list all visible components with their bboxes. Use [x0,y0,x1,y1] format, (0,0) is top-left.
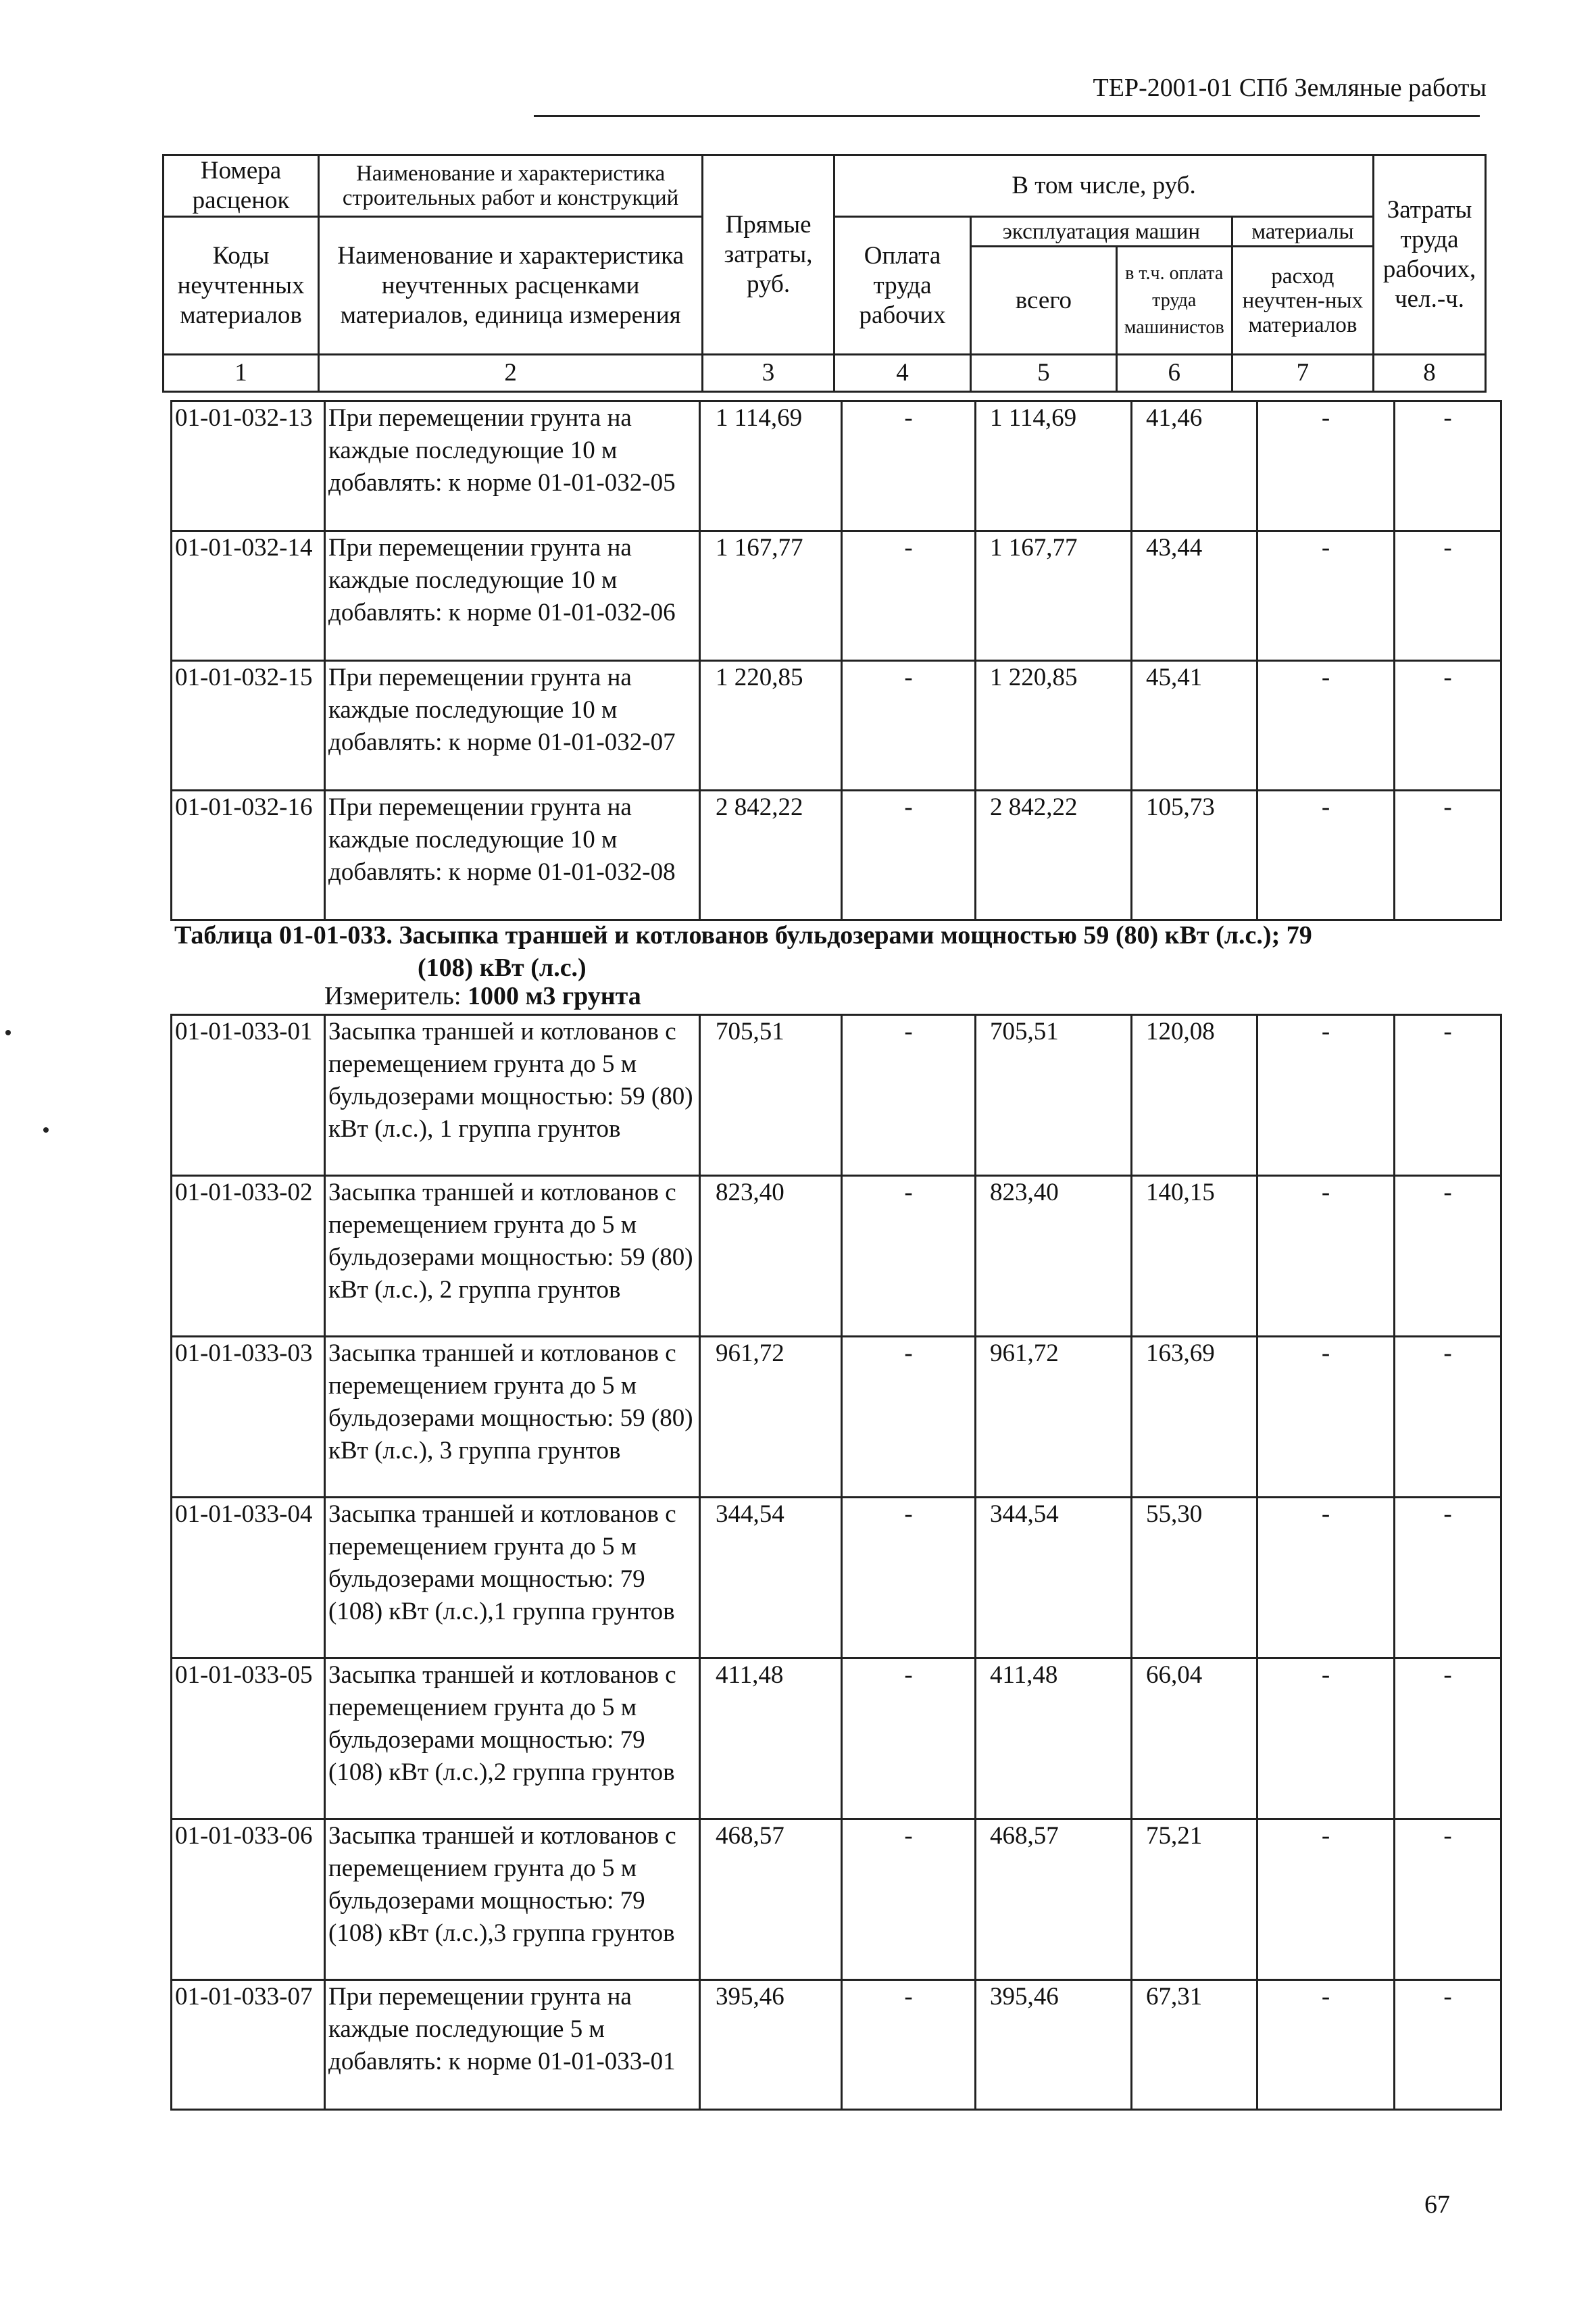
header-machine-operation: эксплуатация машин [971,217,1232,247]
machine-total: 823,40 [976,1176,1132,1337]
rate-name: При перемещении грунта на каждые последующие 10 м добавлять: к норме 01-01-032-08 [325,791,700,920]
machine-total: 395,46 [976,1980,1132,2110]
materials: - [1257,1498,1395,1658]
column-number: 7 [1232,355,1373,392]
worker-pay: - [842,661,976,791]
worker-pay: - [842,401,976,531]
table-row [172,1658,1501,1819]
labor-costs: - [1395,661,1501,791]
table-title [174,919,1458,984]
worker-pay: - [842,1498,976,1658]
labor-costs: - [1395,1819,1501,1980]
machine-total: 1 220,85 [976,661,1132,791]
materials: - [1257,791,1395,920]
header-including: В том числе, руб. [834,155,1373,217]
machinist-pay: 45,41 [1132,661,1257,791]
labor-costs: - [1395,791,1501,920]
measure-unit [324,981,641,1011]
worker-pay: - [842,1819,976,1980]
table-title-line2: (108) кВт (л.с.) [418,954,587,982]
rate-code: 01-01-033-02 [172,1176,325,1337]
table-row [172,1980,1501,2110]
labor-costs: - [1395,1658,1501,1819]
rate-code: 01-01-033-04 [172,1498,325,1658]
column-number: 1 [164,355,319,392]
worker-pay: - [842,791,976,920]
margin-dot [43,1127,49,1133]
rate-name: Засыпка траншей и котлованов с перемещением грунта до 5 м бульдозерами мощностью: 79 (108) кВт (л.с.),2 группа грунтов [325,1658,700,1819]
direct-costs: 468,57 [700,1819,842,1980]
direct-costs: 411,48 [700,1658,842,1819]
machine-total: 1 167,77 [976,531,1132,661]
worker-pay: - [842,1176,976,1337]
rate-code: 01-01-033-06 [172,1819,325,1980]
rates-table-033 [170,1014,1502,2111]
table-row [172,661,1501,791]
labor-costs: - [1395,401,1501,531]
machinist-pay: 163,69 [1132,1337,1257,1498]
labor-costs: - [1395,531,1501,661]
header-labor-costs: Затраты труда рабочих, чел.-ч. [1374,155,1486,355]
rate-name: При перемещении грунта на каждые последующие 5 м добавлять: к норме 01-01-033-01 [325,1980,700,2110]
table-row [172,1176,1501,1337]
table-row [172,1498,1501,1658]
rate-code: 01-01-033-03 [172,1337,325,1498]
header-material-name: Наименование и характеристика неучтенных расценками материалов, единица измерения [319,217,703,355]
machine-total: 468,57 [976,1819,1132,1980]
direct-costs: 961,72 [700,1337,842,1498]
table-row [172,1819,1501,1980]
materials: - [1257,661,1395,791]
worker-pay: - [842,1980,976,2110]
rate-name: Засыпка траншей и котлованов с перемещением грунта до 5 м бульдозерами мощностью: 79 (108) кВт (л.с.),3 группа грунтов [325,1819,700,1980]
machinist-pay: 75,21 [1132,1819,1257,1980]
direct-costs: 1 114,69 [700,401,842,531]
worker-pay: - [842,1015,976,1176]
rate-code: 01-01-032-13 [172,401,325,531]
machinist-pay: 140,15 [1132,1176,1257,1337]
header-rate-numbers: Номера расценок [164,155,319,217]
column-header-table [162,154,1487,393]
rate-code: 01-01-032-16 [172,791,325,920]
rate-name: При перемещении грунта на каждые последующие 10 м добавлять: к норме 01-01-032-07 [325,661,700,791]
machinist-pay: 43,44 [1132,531,1257,661]
rate-name: Засыпка траншей и котлованов с перемещением грунта до 5 м бульдозерами мощностью: 59 (80) кВт (л.с.), 2 группа грунтов [325,1176,700,1337]
rate-code: 01-01-032-14 [172,531,325,661]
column-number: 3 [703,355,834,392]
machinist-pay: 120,08 [1132,1015,1257,1176]
worker-pay: - [842,531,976,661]
machinist-pay: 66,04 [1132,1658,1257,1819]
margin-dot [5,1030,11,1035]
rate-code: 01-01-032-15 [172,661,325,791]
machinist-pay: 41,46 [1132,401,1257,531]
table-row [172,401,1501,531]
header-work-name: Наименование и характеристика строительных работ и конструкций [319,155,703,217]
machinist-pay: 105,73 [1132,791,1257,920]
materials: - [1257,1176,1395,1337]
machine-total: 344,54 [976,1498,1132,1658]
materials: - [1257,1015,1395,1176]
direct-costs: 1 167,77 [700,531,842,661]
header-total: всего [971,247,1117,355]
direct-costs: 395,46 [700,1980,842,2110]
materials: - [1257,1658,1395,1819]
rate-name: Засыпка траншей и котлованов с перемещением грунта до 5 м бульдозерами мощностью: 79 (108) кВт (л.с.),1 группа грунтов [325,1498,700,1658]
table-title-line1: Таблица 01-01-033. Засыпка траншей и котлованов бульдозерами мощностью 59 (80) кВт (л.с.); 79 [174,921,1312,950]
direct-costs: 705,51 [700,1015,842,1176]
header-direct-costs: Прямые затраты, руб. [703,155,834,355]
labor-costs: - [1395,1337,1501,1498]
rate-code: 01-01-033-01 [172,1015,325,1176]
machine-total: 961,72 [976,1337,1132,1498]
materials: - [1257,1980,1395,2110]
direct-costs: 1 220,85 [700,661,842,791]
table-row [172,791,1501,920]
direct-costs: 823,40 [700,1176,842,1337]
header-materials: материалы [1232,217,1373,247]
table-row [172,1015,1501,1176]
labor-costs: - [1395,1015,1501,1176]
column-number: 8 [1374,355,1486,392]
column-number: 5 [971,355,1117,392]
measure-value: 1000 м3 грунта [468,982,641,1010]
materials: - [1257,1819,1395,1980]
worker-pay: - [842,1658,976,1819]
rate-code: 01-01-033-07 [172,1980,325,2110]
table-row [172,531,1501,661]
header-rule [534,115,1480,117]
table-row [172,1337,1501,1498]
rate-name: Засыпка траншей и котлованов с перемещением грунта до 5 м бульдозерами мощностью: 59 (80) кВт (л.с.), 3 группа грунтов [325,1337,700,1498]
labor-costs: - [1395,1176,1501,1337]
rate-name: При перемещении грунта на каждые последующие 10 м добавлять: к норме 01-01-032-05 [325,401,700,531]
document-header-title: ТЕР-2001-01 СПб Земляные работы [1093,74,1487,102]
labor-costs: - [1395,1498,1501,1658]
column-number: 6 [1116,355,1232,392]
header-worker-pay: Оплата труда рабочих [834,217,970,355]
header-codes: Коды неучтенных материалов [164,217,319,355]
header-unaccounted-materials: расход неучтен-ных материалов [1232,247,1373,355]
rate-code: 01-01-033-05 [172,1658,325,1819]
machine-total: 2 842,22 [976,791,1132,920]
materials: - [1257,401,1395,531]
machine-total: 411,48 [976,1658,1132,1819]
machinist-pay: 67,31 [1132,1980,1257,2110]
machinist-pay: 55,30 [1132,1498,1257,1658]
column-number: 2 [319,355,703,392]
machine-total: 1 114,69 [976,401,1132,531]
rates-table-032 [170,400,1502,921]
materials: - [1257,531,1395,661]
header-operator-pay: в т.ч. оплата труда машинистов [1116,247,1232,355]
machine-total: 705,51 [976,1015,1132,1176]
materials: - [1257,1337,1395,1498]
rate-name: При перемещении грунта на каждые последующие 10 м добавлять: к норме 01-01-032-06 [325,531,700,661]
direct-costs: 2 842,22 [700,791,842,920]
column-number: 4 [834,355,970,392]
page-number: 67 [1424,2190,1450,2219]
measure-label: Измеритель: [324,982,462,1010]
labor-costs: - [1395,1980,1501,2110]
rate-name: Засыпка траншей и котлованов с перемещением грунта до 5 м бульдозерами мощностью: 59 (80) кВт (л.с.), 1 группа грунтов [325,1015,700,1176]
worker-pay: - [842,1337,976,1498]
direct-costs: 344,54 [700,1498,842,1658]
